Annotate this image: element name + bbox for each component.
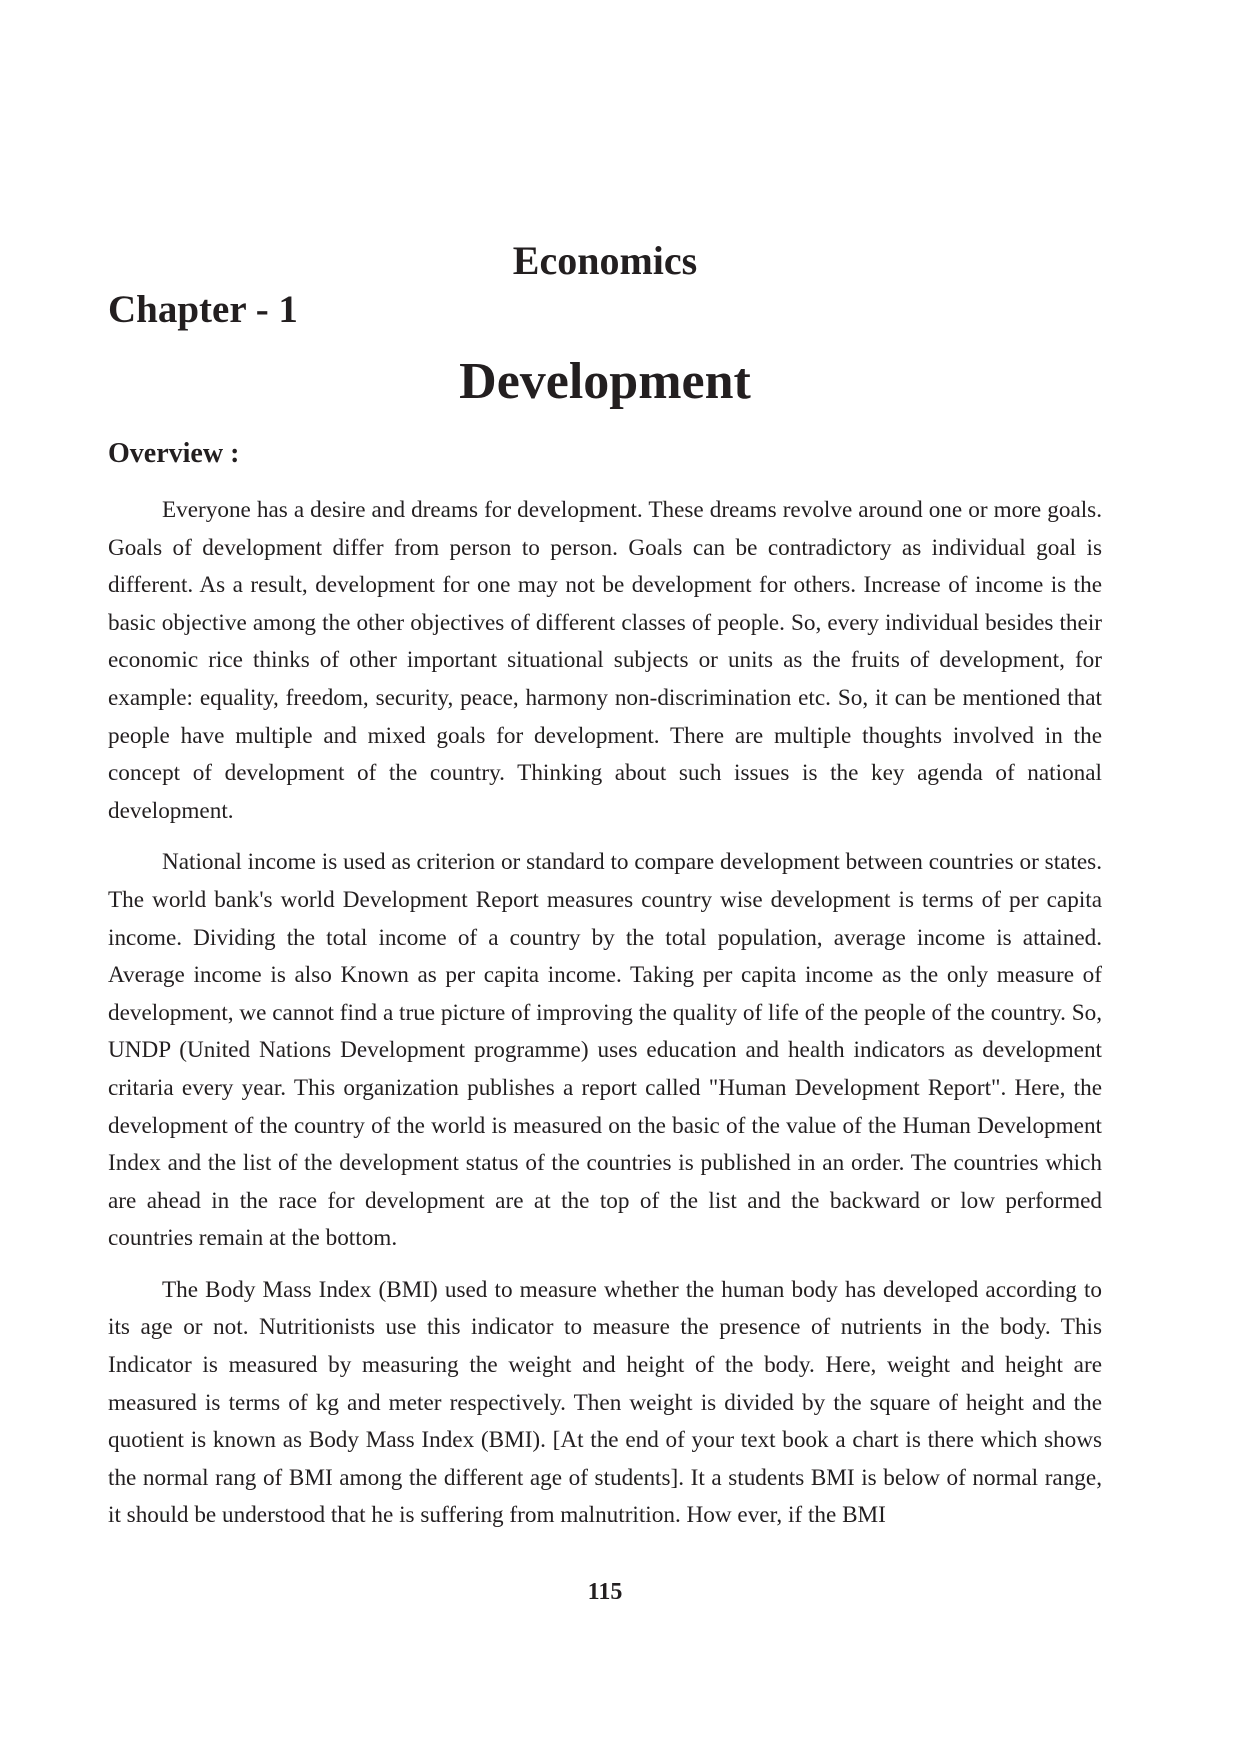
paragraph-national-income: National income is used as criterion or standard to compare development between countries or states. The world bank's world Development Report measures country wise development is terms of per capita income. Dividing the total income of a country by the total population, average income is attained. Average income is also Known as per capita income. Taking per capita income as the only measure of development, we cannot find a true picture of improving the quality of life of the people of the country. So, UNDP (United Nations Development programme) uses education and health indicators as development critaria every year. This organization publishes a report called "Human Development Report". Here, the development of the country of the world is measured on the basic of the value of the Human Development Index and the list of the development status of the countries is published in an order. The countries which are ahead in the race for development are at the top of the list and the backward or low performed countries remain at the bottom. [108, 849, 1102, 1252]
subject-heading: Economics [512, 238, 698, 283]
paragraph-development-goals: Everyone has a desire and dreams for development. These dreams revolve around one or more goals. Goals of development differ from person to person. Goals can be contradictory as individual goal is different. As a result, development for one may not be development for others. Increase of income is the basic objective among the other objectives of different classes of people. So, every individual besides their economic rice thinks of other important situational subjects or units as the fruits of development, for example: equality, freedom, security, peace, harmony non-discrimination etc. So, it can be mentioned that people have multiple and mixed goals for development. There are multiple thoughts involved in the concept of development of the country. Thinking about such issues is the key agenda of national development. [108, 497, 1102, 824]
chapter-label: Chapter - 1 [108, 288, 298, 331]
body-text [108, 492, 1102, 1549]
page-number: 115 [587, 1579, 623, 1605]
paragraph-bmi: The Body Mass Index (BMI) used to measure whether the human body has developed according to its age or not. Nutritionists use this indicator to measure the presence of nutrients in the body. This Indicator is measured by measuring the weight and height of the body. Here, weight and height are measured is terms of kg and meter respectively. Then weight is divided by the square of height and the quotient is known as Body Mass Index (BMI). [At the end of your text book a chart is there which shows the normal rang of BMI among the different age of students]. It a students BMI is below of normal range, it should be understood that he is suffering from malnutrition. How ever, if the BMI [108, 1276, 1102, 1529]
overview-heading: Overview : [108, 438, 240, 469]
page-title: Development [459, 353, 751, 410]
